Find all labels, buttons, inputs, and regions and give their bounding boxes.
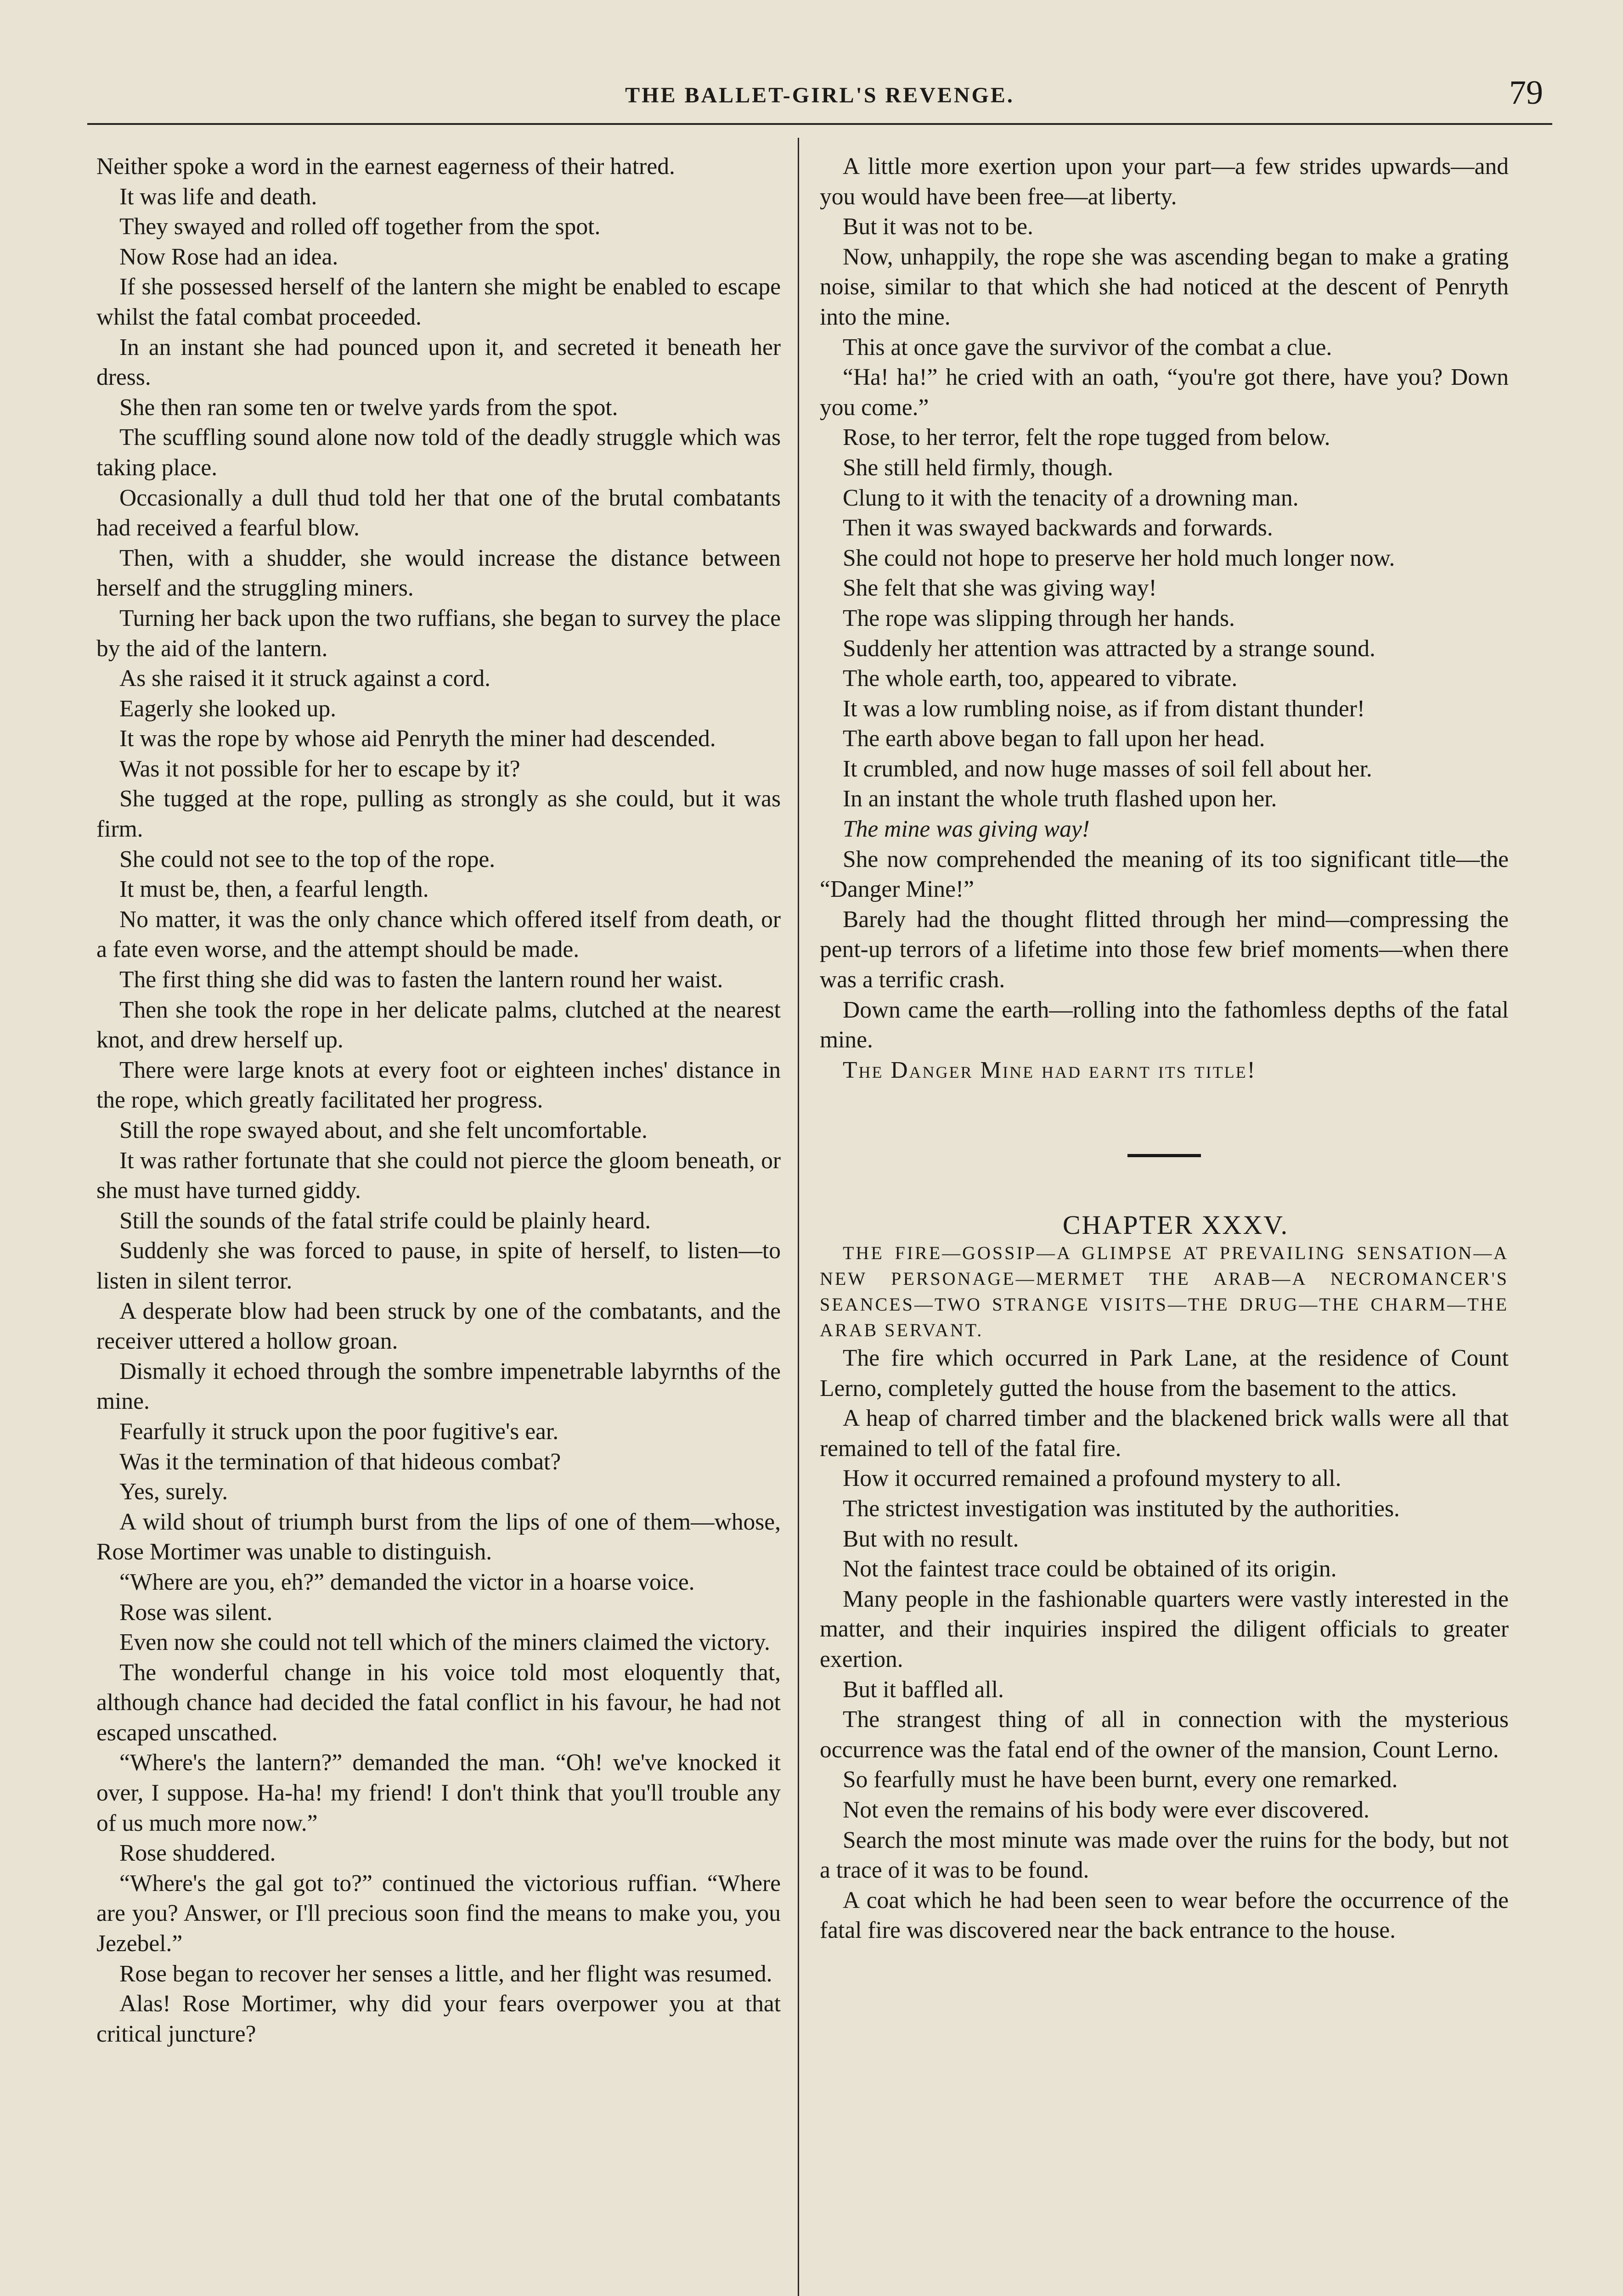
paragraph: In an instant she had pounced upon it, and secreted it beneath her dress.: [96, 334, 781, 391]
paragraph: Suddenly she was forced to pause, in spite of herself, to listen—to listen in silent terror.: [96, 1238, 781, 1294]
paragraph: Suddenly her attention was attracted by a strange sound.: [843, 635, 1375, 662]
paragraph: A heap of charred timber and the blackened brick walls were all that remained to tell of the fatal fire.: [820, 1405, 1509, 1462]
paragraph: The strangest thing of all in connection with the mysterious occurrence was the fatal end of the owner of the mansion, Count Lerno.: [820, 1706, 1509, 1763]
right-column: [820, 152, 1509, 1946]
paragraph: Even now she could not tell which of the miners claimed the victory.: [119, 1629, 770, 1656]
paragraph: The strictest investigation was instituted by the authorities.: [843, 1495, 1400, 1522]
paragraph: “Ha! ha!” he cried with an oath, “you're got there, have you? Down you come.”: [820, 364, 1509, 421]
paragraph: It was rather fortunate that she could not pierce the gloom beneath, or she must have turned giddy.: [96, 1147, 781, 1204]
paragraph: But it baffled all.: [843, 1676, 1004, 1703]
paragraph: Eagerly she looked up.: [119, 695, 336, 722]
paragraph: Then it was swayed backwards and forwards.: [843, 515, 1273, 541]
paragraph: “Where's the lantern?” demanded the man. “Oh! we've knocked it over, I suppose. Ha-ha! my friend! I don't think that you'll trouble any of us much more now.”: [96, 1750, 781, 1836]
paragraph: So fearfully must he have been burnt, every one remarked.: [843, 1767, 1398, 1793]
paragraph: It crumbled, and now huge masses of soil fell about her.: [843, 755, 1372, 782]
paragraph: Still the sounds of the fatal strife could be plainly heard.: [119, 1207, 651, 1234]
paragraph: Clung to it with the tenacity of a drowning man.: [843, 484, 1299, 511]
column-divider: [798, 138, 799, 2296]
paragraph: She still held firmly, though.: [843, 454, 1113, 481]
paragraph: Not the faintest trace could be obtained of its origin.: [843, 1556, 1337, 1582]
paragraph: She tugged at the rope, pulling as strongly as she could, but it was firm.: [96, 786, 781, 843]
paragraph: In an instant the whole truth flashed upon her.: [843, 786, 1277, 812]
paragraph: Now Rose had an idea.: [119, 243, 338, 270]
chapter-synopsis: THE FIRE—GOSSIP—A GLIMPSE AT PREVAILING SENSATION—A NEW PERSONAGE—MERMET THE ARAB—A NECROMANCER'S SEANCES—TWO STRANGE VISITS—THE DRUG—THE CHARM—THE ARAB SERVANT.: [820, 1243, 1509, 1340]
paragraph: A wild shout of triumph burst from the lips of one of them—whose, Rose Mortimer was unable to distinguish.: [96, 1508, 781, 1565]
page-number: 79: [1509, 74, 1543, 112]
paragraph: “Where are you, eh?” demanded the victor in a hoarse voice.: [119, 1569, 695, 1595]
paragraph: Dismally it echoed through the sombre impenetrable labyrnths of the mine.: [96, 1358, 781, 1415]
paragraph: Search the most minute was made over the ruins for the body, but not a trace of it was to be found.: [820, 1827, 1509, 1884]
chapter-separator-rule: [1127, 1154, 1201, 1157]
paragraph: Rose was silent.: [119, 1599, 273, 1626]
paragraph: The earth above began to fall upon her head.: [843, 726, 1265, 752]
paragraph: She now comprehended the meaning of its too significant title—the “Danger Mine!”: [820, 846, 1509, 903]
italic-paragraph: The mine was giving way!: [843, 816, 1090, 843]
paragraph: It was the rope by whose aid Penryth the miner had descended.: [119, 726, 716, 752]
paragraph: Not even the remains of his body were ever discovered.: [843, 1796, 1369, 1823]
paragraph: A desperate blow had been struck by one of the combatants, and the receiver uttered a hollow groan.: [96, 1298, 781, 1355]
paragraph: The first thing she did was to fasten the lantern round her waist.: [119, 967, 723, 993]
paragraph: As she raised it it struck against a cord.: [119, 665, 491, 692]
paragraph: But with no result.: [843, 1525, 1019, 1552]
paragraph: Now, unhappily, the rope she was ascending began to make a grating noise, similar to that which she had noticed at the descent of Penryth into the mine.: [820, 243, 1509, 330]
paragraph: Was it the termination of that hideous combat?: [119, 1448, 561, 1475]
paragraph: Was it not possible for her to escape by it?: [119, 755, 520, 782]
paragraph: She could not hope to preserve her hold much longer now.: [843, 545, 1395, 571]
paragraph: The rope was slipping through her hands.: [843, 605, 1235, 631]
running-head: [87, 69, 1552, 119]
paragraph: Turning her back upon the two ruffians, she began to survey the place by the aid of the lantern.: [96, 605, 781, 662]
running-title: THE BALLET-GIRL'S REVENGE.: [625, 83, 1014, 107]
paragraph: The scuffling sound alone now told of the deadly struggle which was taking place.: [96, 424, 781, 481]
closing-line: The Danger Mine had earnt its title!: [843, 1057, 1257, 1083]
paragraph: Then she took the rope in her delicate palms, clutched at the nearest knot, and drew herself up.: [96, 996, 781, 1053]
paragraph: She felt that she was giving way!: [843, 575, 1157, 602]
paragraph: Barely had the thought flitted through her mind—compressing the pent-up terrors of a lifetime into those few brief moments—when there was a terrific crash.: [820, 906, 1509, 993]
paragraph: “Where's the gal got to?” continued the victorious ruffian. “Where are you? Answer, or I'll precious soon find the means to make you, you Jezebel.”: [96, 1870, 781, 1957]
paragraph: She could not see to the top of the rope.: [119, 846, 496, 872]
paragraph: This at once gave the survivor of the combat a clue.: [843, 334, 1332, 360]
paragraph: Rose shuddered.: [119, 1840, 276, 1867]
paragraph: The whole earth, too, appeared to vibrate.: [843, 665, 1238, 692]
paragraph: A little more exertion upon your part—a few strides upwards—and you would have been free—at liberty.: [820, 153, 1509, 210]
paragraph: Still the rope swayed about, and she felt uncomfortable.: [119, 1117, 648, 1143]
paragraph: Then, with a shudder, she would increase the distance between herself and the struggling miners.: [96, 545, 781, 602]
paragraph: She then ran some ten or twelve yards from the spot.: [119, 394, 618, 421]
paragraph: If she possessed herself of the lantern she might be enabled to escape whilst the fatal combat proceeded.: [96, 274, 781, 330]
paragraph: Yes, surely.: [119, 1479, 228, 1505]
paragraph: Occasionally a dull thud told her that one of the brutal combatants had received a fearful blow.: [96, 484, 781, 541]
paragraph: They swayed and rolled off together from the spot.: [119, 214, 601, 240]
paragraph: Neither spoke a word in the earnest eagerness of their hatred.: [96, 153, 675, 180]
paragraph: But it was not to be.: [843, 214, 1033, 240]
paragraph: It was life and death.: [119, 183, 317, 210]
left-column: [96, 152, 781, 2049]
chapter-heading: CHAPTER XXXV.: [1062, 1210, 1289, 1240]
paragraph: It was a low rumbling noise, as if from distant thunder!: [843, 695, 1365, 722]
paragraph: Rose began to recover her senses a little, and her flight was resumed.: [119, 1960, 772, 1987]
paragraph: Alas! Rose Mortimer, why did your fears overpower you at that critical juncture?: [96, 1991, 781, 2047]
paragraph: There were large knots at every foot or eighteen inches' distance in the rope, which greatly facilitated her progress.: [96, 1057, 781, 1114]
header-rule: [87, 123, 1552, 125]
paragraph: Rose, to her terror, felt the rope tugged from below.: [843, 424, 1330, 451]
paragraph: The fire which occurred in Park Lane, at the residence of Count Lerno, completely gutted the house from the basement to the attics.: [820, 1345, 1509, 1401]
paragraph: The wonderful change in his voice told most eloquently that, although chance had decided the fatal conflict in his favour, he had not escaped unscathed.: [96, 1659, 781, 1746]
paragraph: Down came the earth—rolling into the fathomless depths of the fatal mine.: [820, 996, 1509, 1053]
paragraph: No matter, it was the only chance which offered itself from death, or a fate even worse, and the attempt should be made.: [96, 906, 781, 963]
paragraph: Many people in the fashionable quarters were vastly interested in the matter, and their inquiries inspired the diligent officials to greater exertion.: [820, 1586, 1509, 1672]
paragraph: It must be, then, a fearful length.: [119, 876, 429, 903]
paragraph: Fearfully it struck upon the poor fugitive's ear.: [119, 1418, 559, 1445]
paragraph: How it occurred remained a profound mystery to all.: [843, 1465, 1341, 1492]
paragraph: A coat which he had been seen to wear before the occurrence of the fatal fire was discovered near the back entrance to the house.: [820, 1887, 1509, 1944]
